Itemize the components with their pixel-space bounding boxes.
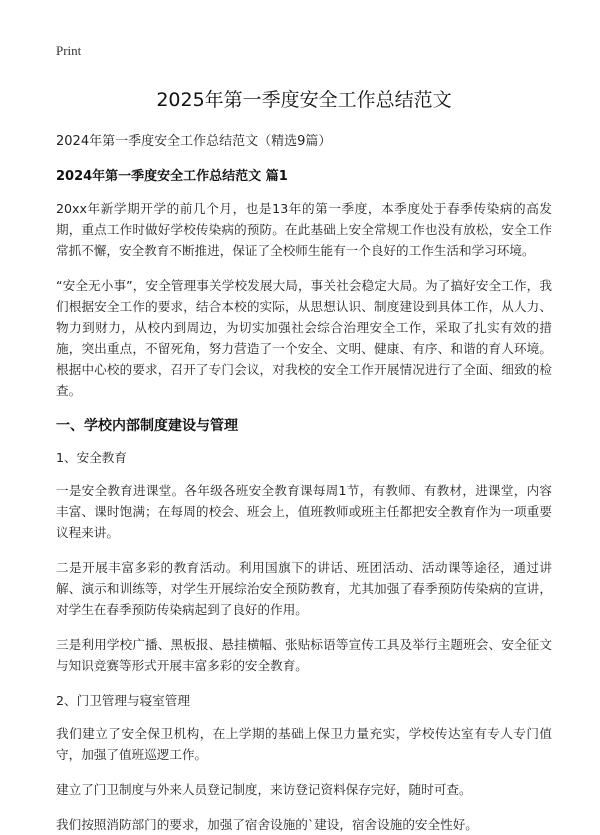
- page-title: 2025年第一季度安全工作总结范文: [156, 89, 452, 111]
- paragraph-education-1: 一是安全教育进课堂。各年级各班安全教育课每周1节，有教师、有教材，进课堂，内容丰富、课时饱满；在每周的校会、班会上，值班教师或班主任都把安全教育作为一项重要议程来讲。: [56, 483, 552, 540]
- section-title: 2024年第一季度安全工作总结范文 篇1: [56, 169, 288, 184]
- print-link[interactable]: Print: [56, 43, 82, 58]
- paragraph-guard-2: 建立了门卫制度与外来人员登记制度，来访登记资料保存完好，随时可查。: [56, 782, 472, 797]
- paragraph-guard-1: 我们建立了安全保卫机构，在上学期的基础上保卫力量充实，学校传达室有专人专门值守，加强了值班巡逻工作。: [56, 726, 552, 762]
- paragraph-education-3: 三是利用学校广播、黑板报、悬挂横幅、张贴标语等宣传工具及举行主题班会、安全征文与知识竞赛等形式开展丰富多彩的安全教育。: [56, 637, 552, 673]
- sub-heading-safety-education: 1、安全教育: [56, 450, 127, 465]
- paragraph-safety-management: “安全无小事”，安全管理事关学校发展大局，事关社会稳定大局。为了搞好安全工作，我们根据安全工作的要求，结合本校的实际，从思想认识、制度建设到具体工作，从人力、物力到财力，从校内到周边，为切实加强社会综合治理安全工作，采取了扎实有效的措施，突出重点，不留死角，努力营造了一个安全、文明、健康、有序、和谐的育人环境。根据中心校的要求，召开了专门会议，对我校的安全工作开展情况进行了全面、细致的检查。: [56, 278, 552, 398]
- sub-heading-guard-dormitory: 2、门卫管理与寝室管理: [56, 693, 190, 708]
- heading-internal-system: 一、学校内部制度建设与管理: [56, 418, 238, 434]
- paragraph-education-2: 二是开展丰富多彩的教育活动。利用国旗下的讲话、班团活动、活动课等途径，通过讲解、演示和训练等，对学生开展综治安全预防教育，尤其加强了春季预防传染病的宣讲，对学生在春季预防传染病起到了良好的作用。: [56, 560, 552, 617]
- paragraph-guard-3: 我们按照消防部门的要求，加强了宿舍设施的`建设，宿舍设施的安全性好。: [56, 817, 478, 832]
- paragraph-intro: 20xx年新学期开学的前几个月，也是13年的第一季度，本季度处于春季传染病的高发期，重点工作时做好学校传染病的预防。在此基础上安全常规工作也没有放松，安全工作常抓不懈，安全教育不断推进，保证了全校师生能有一个良好的工作生活和学习环境。: [56, 201, 552, 258]
- document-subtitle: 2024年第一季度安全工作总结范文（精选9篇）: [56, 134, 332, 149]
